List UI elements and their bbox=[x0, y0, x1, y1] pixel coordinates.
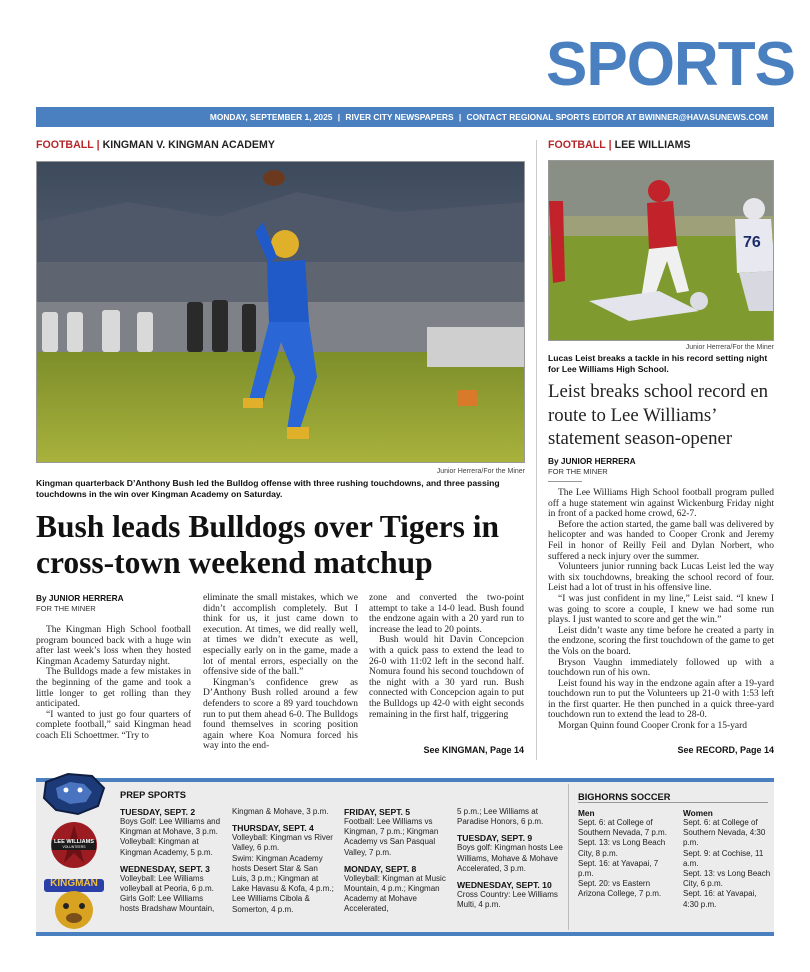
day-heading: TUESDAY, SEPT. 9 bbox=[457, 833, 533, 844]
paragraph: Leist found his way in the endzone again after a 19-yard touchdown run to put the Volunteers up 21-0 with 1:53 left in the first quarter. He then punched in a quick three-yard touchdown run to extend the lead to 28-0. bbox=[548, 678, 774, 721]
side-headline[interactable]: Leist breaks school record en route to Lee Williams’ statement season-opener bbox=[548, 381, 769, 449]
day-heading: MONDAY, SEPT. 8 bbox=[344, 863, 417, 874]
event: Girls Golf: Lee Williams hosts Bradshaw Mountain, bbox=[120, 894, 215, 914]
section-title: SPORTS bbox=[546, 30, 795, 99]
main-kicker-section: FOOTBALL bbox=[36, 139, 94, 151]
side-jump-link[interactable]: See RECORD, Page 14 bbox=[677, 745, 774, 755]
soccer-women bbox=[683, 808, 773, 910]
match: Sept. 16: at Yavapai, 4:30 p.m. bbox=[683, 889, 757, 909]
paragraph: Morgan Quinn found Cooper Cronk for a 15-yard bbox=[558, 721, 747, 732]
main-column-1 bbox=[36, 625, 191, 742]
lee-williams-logo-text: LEE WILLIAMS VOLUNTEERS bbox=[53, 839, 95, 849]
main-headline[interactable]: Bush leads Bulldogs over Tigers in cross-town weekend matchup bbox=[36, 509, 500, 580]
match: Sept. 13: vs Long Beach City, 8 p.m. bbox=[578, 838, 666, 858]
event: Boys Golf: Lee Williams and Kingman at Mohave, 3 p.m. bbox=[120, 817, 221, 837]
event: Cross Country: Lee Williams Multi, 4 p.m. bbox=[457, 890, 558, 910]
soccer-title: BIGHORNS SOCCER bbox=[578, 792, 671, 802]
soccer-divider bbox=[568, 784, 569, 930]
paragraph: Bryson Vaughn immediately followed up with a touchdown run of his own. bbox=[548, 657, 774, 679]
main-jump-link[interactable]: See KINGMAN, Page 14 bbox=[423, 745, 524, 755]
prep-col-1 bbox=[120, 801, 222, 915]
day-heading: FRIDAY, SEPT. 5 bbox=[344, 807, 411, 817]
main-kicker-topic: KINGMAN V. KINGMAN ACADEMY bbox=[102, 139, 275, 151]
side-byline: By JUNIOR HERRERA bbox=[548, 456, 636, 466]
event: Football: Lee Williams vs Kingman, 7 p.m.; Kingman Academy vs San Pasqual Valley, 7 p.m. bbox=[344, 817, 439, 857]
prep-col-2 bbox=[232, 807, 334, 915]
match: Sept. 13: vs Long Beach City, 6 p.m. bbox=[683, 869, 771, 889]
event: Volleyball: Lee Williams volleyball at Peoria, 6 p.m. bbox=[120, 873, 214, 894]
kingman-logo-text: KINGMAN bbox=[50, 878, 98, 889]
dateline: MONDAY, SEPTEMBER 1, 2025 bbox=[209, 112, 333, 122]
paragraph: “I wanted to just go four quarters of complete football,” said Kingman head coach Eli Schoettmer. “Try to bbox=[36, 709, 191, 741]
event: Kingman & Mohave, 3 p.m. bbox=[232, 807, 329, 816]
paragraph: zone and converted the two-point attempt to take a 14-0 lead. Bush found the endzone again with a 20 yard run to increase the lead to 20 points. bbox=[369, 593, 524, 635]
main-kicker: FOOTBALL | KINGMAN V. KINGMAN ACADEMY bbox=[36, 139, 275, 151]
match: Sept. 6: at College of Southern Nevada, 7 p.m. bbox=[578, 818, 667, 838]
editor-contact-link[interactable]: CONTACT REGIONAL SPORTS EDITOR AT BWINNER@HAVASUNEWS.COM bbox=[466, 112, 768, 122]
main-column-2 bbox=[203, 593, 358, 752]
match: Sept. 9: at Cochise, 11 a.m. bbox=[683, 848, 764, 868]
match: Sept. 16: at Yavapai, 7 p.m. bbox=[578, 858, 659, 879]
column-divider bbox=[536, 140, 537, 760]
prep-sports-title: PREP SPORTS bbox=[120, 790, 186, 800]
paper-name: RIVER CITY NEWSPAPERS bbox=[345, 112, 454, 122]
paragraph: The Kingman High School football program bounced back with a huge win after last week’s loss when they hosted Kingman Academy Saturday night. bbox=[36, 625, 191, 667]
event: Volleyball: Kingman at Music Mountain, 4 p.m.; Kingman Academy at Mohave Accelerated, bbox=[344, 873, 446, 914]
main-byline-block bbox=[36, 593, 196, 613]
paragraph: Volunteers junior running back Lucas Leist led the way with six touchdowns, breaking the school record of four. Leist had a lot of trust in his offensive line. bbox=[548, 562, 774, 594]
paragraph: Leist didn’t waste any time before he created a party in the endzone, scoring the first touchdown of the game to get the Vols on the board. bbox=[548, 625, 774, 657]
prep-col-3 bbox=[344, 801, 446, 915]
prep-col-4 bbox=[457, 807, 563, 910]
main-photo-caption: Kingman quarterback D’Anthony Bush led the Bulldog offense with three rushing touchdowns, and three passing touchdowns in the win over Kingman Academy on Saturday. bbox=[36, 478, 500, 499]
side-byline-block bbox=[548, 456, 774, 476]
paragraph: eliminate the small mistakes, which we didn’t accomplish completely. But I think for us, it just came down to execution. At times, we did really well, at times we didn’t execute as well, especially early on in the game, made a lot of mental errors, especially on the offensive side of the ball.” bbox=[203, 593, 358, 678]
date-bar: MONDAY, SEPTEMBER 1, 2025 | RIVER CITY NEWSPAPERS | CONTACT REGIONAL SPORTS EDITOR AT BWINNER@HAVASUNEWS.COM bbox=[36, 107, 774, 127]
paragraph: The Lee Williams High School football program pulled off a huge statement win against Wickenburg Friday night in front of a packed home crowd, 62-7. bbox=[548, 488, 774, 520]
event: Volleyball: Kingman vs River Valley, 6 p.m. bbox=[232, 833, 333, 853]
bulldog-logo-icon bbox=[42, 772, 106, 816]
paragraph: Bush would hit Davin Concepcion with a quick pass to extend the lead to 26-0 with 11:02 left in the second half. Nomura found his second touchdown of the night with a 30 yard run. Bush connected with Concepcion again to put the Bulldogs up 42-0 with eight seconds remaining in the first half, triggering bbox=[369, 635, 524, 720]
main-photo-credit: Junior Herrera/For the Miner bbox=[436, 468, 525, 475]
event: 5 p.m.; Lee Williams at Paradise Honors, 6 p.m. bbox=[457, 807, 544, 827]
side-byline-rule bbox=[548, 481, 582, 482]
main-byline-org: FOR THE MINER bbox=[36, 604, 96, 613]
paragraph: Before the action started, the game ball was delivered by helicopter and was handed to Cooper Cronk and Jeremy Feil in honor of Reilly Feil and Dylan Norbert, who suffered a neck injury over the summer. bbox=[548, 519, 774, 562]
side-photo-credit: Junior Herrera/For the Miner bbox=[685, 344, 774, 351]
side-photo-caption: Lucas Leist breaks a tackle in his record setting night for Lee Williams High School. bbox=[548, 353, 768, 374]
svg-text:76: 76 bbox=[743, 234, 761, 251]
soccer-men bbox=[578, 808, 670, 900]
day-heading: WEDNESDAY, SEPT. 10 bbox=[457, 880, 552, 891]
paragraph: Kingman’s confidence grew as D’Anthony Bush rolled around a few defenders to score a 89 yard touchdown run to put them ahead 6-0. The Bulldogs found themselves in scoring position again where Koa Nomura forced his way into the end- bbox=[203, 677, 358, 752]
day-heading: TUESDAY, SEPT. 2 bbox=[120, 807, 196, 817]
day-heading: THURSDAY, SEPT. 4 bbox=[232, 823, 314, 834]
side-byline-org: FOR THE MINER bbox=[548, 467, 608, 476]
match: Sept. 20: vs Eastern Arizona College, 7 p.m. bbox=[578, 879, 662, 899]
side-kicker-topic: LEE WILLIAMS bbox=[614, 139, 691, 151]
event: Boys golf: Kingman hosts Lee Williams, Mohave & Mohave Accelerated, 3 p.m. bbox=[457, 843, 563, 873]
main-column-3 bbox=[369, 593, 524, 720]
match: Sept. 6: at College of Southern Nevada, 4:30 p.m. bbox=[683, 818, 766, 848]
day-heading: WEDNESDAY, SEPT. 3 bbox=[120, 863, 210, 874]
event: Swim: Kingman Academy hosts Desert Star & San Luis, 3 p.m.; Kingman at Lake Havasu & Kofa, 4 p.m.; Lee Williams Cibola & Somerton, 4 p.m. bbox=[232, 853, 334, 914]
men-heading: Men bbox=[578, 808, 595, 818]
main-photo[interactable] bbox=[36, 161, 525, 463]
quarterback-photo bbox=[37, 162, 525, 463]
paragraph: “I was just confident in my line,” Leist said. “I knew I was going to score a couple, I knew we had some run plays. I just wanted to score and get the win.” bbox=[548, 593, 774, 626]
tackle-photo bbox=[549, 161, 774, 341]
paragraph: The Bulldogs made a few mistakes in the beginning of the game and took a little longer to get rolling than they anticipated. bbox=[36, 667, 191, 710]
side-photo[interactable] bbox=[548, 160, 774, 341]
event: Volleyball: Kingman at Kingman Academy, 5 p.m. bbox=[120, 837, 213, 857]
side-kicker-section: FOOTBALL bbox=[548, 139, 606, 151]
soccer-title-rule bbox=[578, 802, 768, 803]
women-heading: Women bbox=[683, 808, 713, 818]
side-column bbox=[548, 488, 774, 732]
main-byline: By JUNIOR HERRERA bbox=[36, 593, 124, 603]
side-kicker: FOOTBALL | LEE WILLIAMS bbox=[548, 139, 691, 151]
